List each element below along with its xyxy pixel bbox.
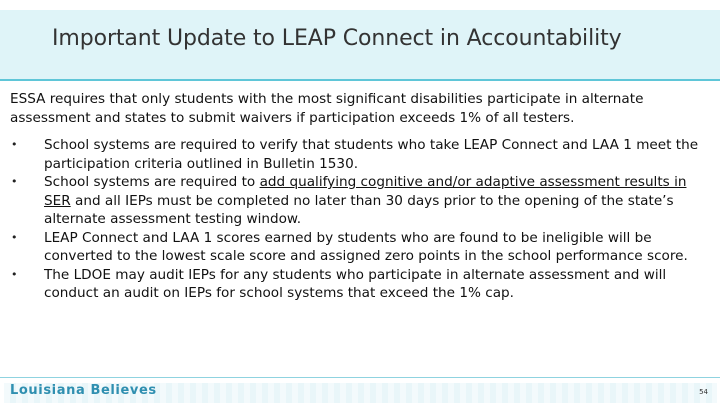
bullet-item: [0, 229, 712, 266]
bullet-text-continued: and all IEPs must be completed no later than 30 days prior to the opening of the state’s alternate assessment testing window.: [44, 192, 674, 227]
bullet-dot-icon: •: [11, 138, 18, 151]
bullet-item: [0, 266, 712, 303]
title-divider: [0, 79, 720, 81]
slide-title: Important Update to LEAP Connect in Accountability: [52, 26, 622, 51]
page-number: 54: [699, 388, 708, 396]
bullet-text: LEAP Connect and LAA 1 scores earned by students who are found to be ineligible will be converted to the lowest scale score and assigned zero points in the school performance score.: [44, 229, 688, 264]
intro-paragraph: ESSA requires that only students with the most significant disabilities participate in alternate assessment and states to submit waivers if participation exceeds 1% of all testers.: [10, 91, 644, 126]
bullet-dot-icon: •: [11, 175, 18, 188]
footer-divider: [0, 377, 720, 378]
bullet-text: The LDOE may audit IEPs for any students who participate in alternate assessment and will conduct an audit on IEPs for school systems that exceed the 1% cap.: [44, 266, 667, 301]
bullet-item: [0, 173, 712, 229]
bullet-text: School systems are required to: [44, 174, 260, 190]
bullet-dot-icon: •: [11, 267, 18, 281]
bullet-list: [0, 136, 720, 303]
bullet-text: School systems are required to verify that students who take LEAP Connect and LAA 1 meet the participation criteria outlined in Bulletin 1530.: [44, 137, 699, 172]
bullet-dot-icon: •: [11, 230, 18, 244]
louisiana-believes-logo: Louisiana Believes: [10, 383, 157, 398]
bullet-underlined-text: add qualifying cognitive and/or adaptive assessment results in SER: [44, 174, 687, 209]
bullet-item: [0, 136, 712, 173]
